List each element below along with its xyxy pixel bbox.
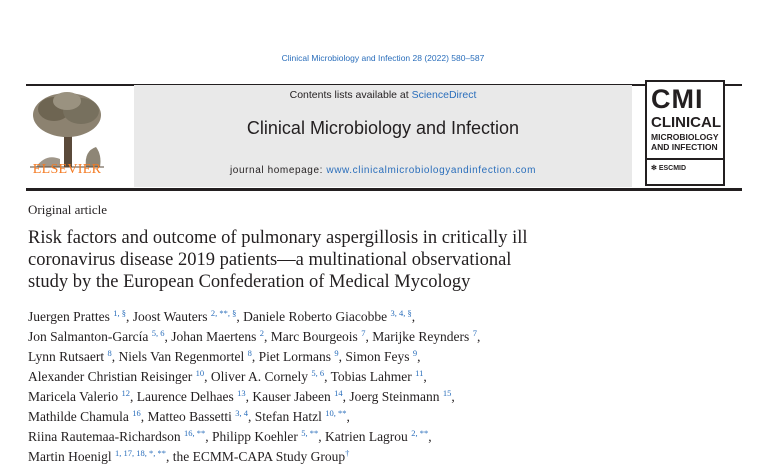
affiliation-link[interactable]: 10 [195, 368, 205, 378]
affiliation-link[interactable]: 1, 17, 18, *, ** [115, 448, 166, 458]
author-name: , Katrien Lagrou [318, 429, 412, 444]
author-name: , Matteo Bassetti [140, 409, 236, 424]
journal-homepage-link[interactable]: www.clinicalmicrobiologyandinfection.com [326, 165, 537, 176]
cmi-logo-divider [647, 158, 723, 160]
affiliation-link[interactable]: 13 [237, 388, 246, 398]
author-line [28, 425, 758, 445]
author-name: , Stefan Hatzl [247, 409, 326, 424]
author-name: , [346, 409, 350, 424]
author-line [28, 305, 758, 325]
author-name: Juergen Prattes [28, 309, 114, 324]
affiliation-link[interactable]: 9 [334, 348, 339, 358]
affiliation-link[interactable]: 7 [361, 328, 366, 338]
article-title [28, 227, 668, 293]
author-name: , Kauser Jabeen [245, 389, 335, 404]
author-name: , Marijke Reynders [365, 329, 473, 344]
author-name: , Marc Bourgeois [263, 329, 362, 344]
affiliation-link[interactable]: 16, ** [183, 428, 206, 438]
journal-homepage-line [134, 165, 632, 176]
affiliation-link[interactable]: 8 [247, 348, 252, 358]
cmi-logo-line2: MICROBIOLOGY [651, 132, 719, 142]
cmi-logo-line1: CLINICAL [651, 114, 721, 131]
escmid-label: ESCMID [658, 165, 687, 172]
author-line [28, 405, 758, 425]
contents-prefix: Contents lists available at [289, 89, 412, 101]
affiliation-link[interactable]: 9 [412, 348, 418, 358]
cmi-journal-logo [645, 80, 725, 186]
article-title-line: study by the European Confederation of Medical Mycology [28, 272, 471, 292]
author-list [28, 305, 758, 465]
author-line [28, 325, 758, 345]
author-name: , Johan Maertens [164, 329, 260, 344]
author-name: , [451, 389, 455, 404]
affiliation-link[interactable]: 15 [442, 388, 452, 398]
cmi-logo-abbrev: CMI [651, 84, 704, 114]
affiliation-link[interactable]: 11 [415, 368, 424, 378]
article-type-label: Original article [28, 202, 108, 217]
affiliation-link[interactable]: 14 [334, 388, 343, 398]
author-name: Riina Rautemaa-Richardson [28, 429, 184, 444]
escmid-mark: ✻ ESCMID [651, 165, 687, 172]
author-name: , [476, 329, 481, 344]
author-name: , Oliver A. Cornely [204, 369, 312, 384]
author-name: Mathilde Chamula [28, 409, 133, 424]
affiliation-link[interactable]: 1, § [113, 308, 126, 318]
affiliation-link[interactable]: † [345, 448, 350, 458]
article-title-line: Risk factors and outcome of pulmonary aspergillosis in critically ill [28, 228, 528, 248]
affiliation-link[interactable]: 5, 6 [151, 328, 165, 338]
author-line [28, 345, 758, 365]
author-name: , [417, 349, 421, 364]
author-name: , Tobias Lahmer [324, 369, 416, 384]
author-line [28, 385, 758, 405]
author-name: Jon Salmanton-García [28, 329, 152, 344]
cmi-logo-line3: AND INFECTION [651, 142, 718, 152]
affiliation-link[interactable]: 12 [121, 388, 130, 398]
affiliation-link[interactable]: 2, **, § [210, 308, 237, 318]
affiliation-link[interactable]: 5, ** [301, 428, 319, 438]
author-name: , [428, 429, 432, 444]
author-name: Martin Hoenigl [28, 449, 115, 464]
contents-available-line [134, 89, 632, 101]
sciencedirect-link[interactable]: ScienceDirect [411, 89, 477, 101]
author-name: Lynn Rutsaert [28, 349, 108, 364]
affiliation-link[interactable]: 3, 4 [235, 408, 248, 418]
affiliation-link[interactable]: 10, ** [325, 408, 347, 418]
affiliation-link[interactable]: 16 [132, 408, 141, 418]
affiliation-link[interactable]: 3, 4, § [390, 308, 412, 318]
author-name: , Piet Lormans [251, 349, 335, 364]
journal-citation[interactable]: Clinical Microbiology and Infection 28 (2022) 580–587 [281, 53, 485, 63]
author-name: , Joost Wauters [125, 309, 211, 324]
affiliation-link[interactable]: 2, ** [411, 428, 429, 438]
author-name: , Joerg Steinmann [342, 389, 443, 404]
author-name: Alexander Christian Reisinger [28, 369, 196, 384]
journal-name: Clinical Microbiology and Infection [246, 118, 520, 138]
author-name: , Laurence Delhaes [129, 389, 238, 404]
homepage-prefix: journal homepage: [229, 165, 327, 176]
affiliation-link[interactable]: 8 [107, 348, 112, 358]
affiliation-link[interactable]: 7 [472, 328, 477, 338]
author-line [28, 445, 758, 465]
author-name: , [423, 369, 427, 384]
affiliation-link[interactable]: 5, 6 [311, 368, 325, 378]
author-name: , Simon Feys [338, 349, 413, 364]
author-name: , Niels Van Regenmortel [111, 349, 248, 364]
author-name: Maricela Valerio [28, 389, 122, 404]
author-line [28, 365, 758, 385]
author-name: , the ECMM-CAPA Study Group [166, 449, 346, 464]
affiliation-link[interactable]: 2 [259, 328, 264, 338]
author-name: , Daniele Roberto Giacobbe [236, 309, 391, 324]
elsevier-wordmark: ELSEVIER [32, 162, 102, 177]
author-name: , [411, 309, 416, 324]
elsevier-tree-logo [26, 89, 108, 169]
article-title-line: coronavirus disease 2019 patients—a multinational observational [28, 250, 512, 270]
header-bottom-rule [26, 188, 742, 191]
author-name: , Philipp Koehler [205, 429, 302, 444]
